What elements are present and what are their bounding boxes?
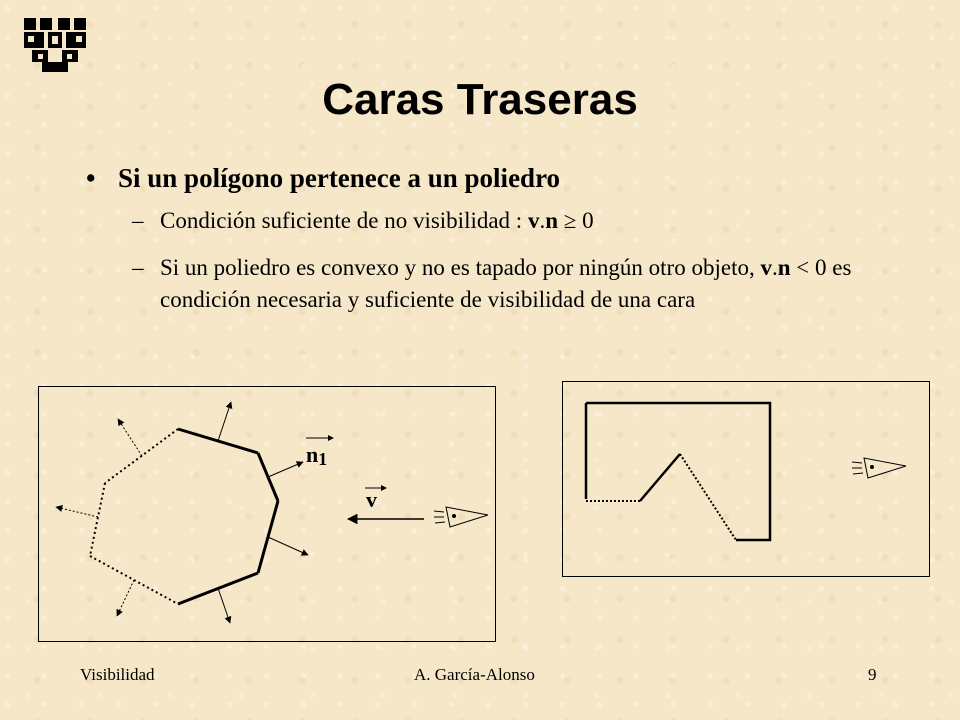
sub1-text-before: Condición suficiente de no visibilidad : — [160, 208, 528, 233]
dot-operator: . — [539, 208, 546, 233]
sub-bullet-1-text — [160, 205, 594, 237]
visible-normals — [218, 402, 308, 623]
sub2-text-before: Si un poliedro es convexo y no es tapado por ningún otro objeto, — [160, 255, 761, 280]
vector-v: v — [760, 255, 772, 280]
eye-icon — [852, 458, 906, 478]
normal-arrow — [218, 588, 230, 623]
back-faces — [90, 429, 178, 604]
eye-icon — [434, 507, 488, 527]
v-overbar-arrowhead — [381, 485, 387, 491]
slide-title: Caras Traseras — [322, 75, 638, 124]
normal-arrow — [268, 462, 303, 477]
n1-overbar-arrowhead — [328, 435, 334, 441]
sub-bullet-2 — [132, 252, 852, 316]
figure-frame — [563, 382, 930, 577]
sub-bullet-1 — [132, 205, 594, 237]
vector-n: n — [777, 255, 791, 280]
sub2-text-after: < 0 es condición necesaria y suficiente de visibilidad de una cara — [160, 255, 852, 312]
sub1-text-after: ≥ 0 — [558, 208, 594, 233]
figure-frame — [39, 387, 496, 642]
back-normal-arrow — [117, 580, 134, 616]
dot-operator: . — [771, 255, 778, 280]
face-edge — [640, 454, 680, 501]
footer-section-title: Visibilidad — [80, 665, 155, 684]
bullet-icon: • — [86, 163, 96, 193]
visible-faces — [178, 429, 278, 604]
normal-label-letter: n — [306, 442, 319, 467]
page-number: 9 — [868, 665, 877, 684]
back-face-edge — [90, 483, 105, 556]
dash-icon: – — [132, 255, 144, 280]
normal-label-subscript: 1 — [318, 449, 328, 469]
normal-arrow — [218, 402, 231, 441]
footer-author: A. García-Alonso — [414, 665, 535, 684]
view-label: v — [366, 487, 377, 512]
back-normal-arrow — [118, 419, 142, 456]
sub-bullet-2-text — [160, 252, 852, 316]
normal-arrow — [268, 537, 308, 555]
main-bullet — [86, 160, 560, 196]
convex-polyhedron-figure — [38, 386, 496, 642]
nonconvex-object-figure — [562, 381, 930, 577]
dash-icon: – — [132, 208, 144, 233]
back-normal-arrow — [56, 507, 98, 517]
main-bullet-text: Si un polígono pertenece a un poliedro — [118, 163, 561, 193]
normal-label — [306, 442, 327, 469]
back-faces — [586, 454, 736, 540]
visible-faces — [586, 403, 770, 540]
vector-n: n — [545, 208, 558, 233]
back-normals — [56, 419, 142, 616]
face-edge — [586, 403, 770, 540]
vector-v: v — [527, 208, 540, 233]
back-face-edge — [680, 454, 736, 540]
university-logo-icon — [22, 16, 88, 74]
